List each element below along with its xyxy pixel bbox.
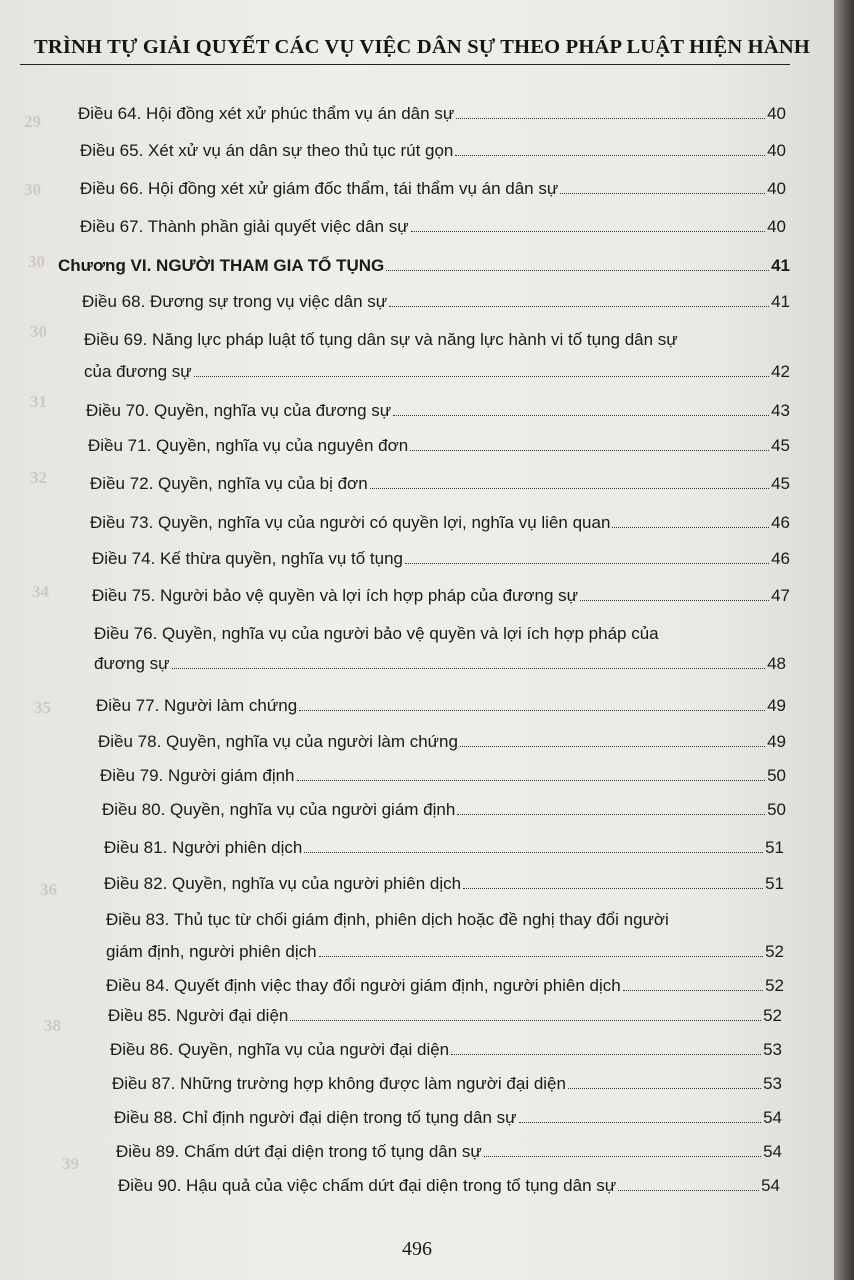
toc-entry [100,766,786,786]
toc-page-number: 54 [761,1176,780,1195]
toc-entry [94,654,786,674]
toc-entry [96,696,786,716]
bleed-through-mark: 39 [62,1154,79,1173]
toc-entry [82,292,790,312]
dot-leader [455,154,765,156]
toc-page-number: 40 [767,179,786,198]
toc-entry [104,838,784,858]
toc-page-number: 41 [771,256,790,275]
toc-page-number: 46 [771,549,790,568]
dot-leader [405,562,769,564]
toc-page-number: 54 [763,1142,782,1161]
toc-entry-title: Điều 73. Quyền, nghĩa vụ của người có quyền lợi, nghĩa vụ liên quan [90,513,611,532]
toc-entry-title-continued: giám định, người phiên dịch [106,942,317,961]
toc-page-number: 53 [763,1074,782,1093]
dot-leader [519,1121,762,1123]
toc-entry-title: Điều 80. Quyền, nghĩa vụ của người giám định [102,800,456,819]
toc-entry-title: Điều 90. Hậu quả của việc chấm dứt đại diện trong tố tụng dân sự [118,1176,617,1195]
toc-page-number: 40 [767,217,786,236]
dot-leader [386,269,769,271]
toc-page-number: 54 [763,1108,782,1127]
dot-leader [463,887,763,889]
toc-entry-title: Điều 64. Hội đồng xét xử phúc thẩm vụ án dân sự [78,104,455,123]
toc-page-number: 51 [765,874,784,893]
toc-entry-title: Điều 68. Đương sự trong vụ việc dân sự [82,292,388,311]
page-number: 496 [402,1238,432,1260]
toc-page-number: 51 [765,838,784,857]
dot-leader [297,779,766,781]
dot-leader [451,1053,761,1055]
toc-entry [88,436,790,456]
bleed-through-mark: 31 [30,392,47,411]
toc-entry-title: Điều 71. Quyền, nghĩa vụ của nguyên đơn [88,436,409,455]
toc-entry [116,1142,782,1162]
toc-entry-title: Điều 76. Quyền, nghĩa vụ của người bảo vệ quyền và lợi ích hợp pháp của [94,624,659,643]
toc-entry-title: Điều 87. Những trường hợp không được làm người đại diện [112,1074,566,1093]
toc-entry [92,549,790,569]
bleed-through-mark: 32 [30,468,47,487]
bleed-through-mark: 30 [24,180,41,199]
toc-entry-title: Điều 77. Người làm chứng [96,696,298,715]
toc-entry [90,474,790,494]
dot-leader [484,1155,761,1157]
toc-entry-title: Điều 66. Hội đồng xét xử giám đốc thẩm, tái thẩm vụ án dân sự [80,179,559,198]
dot-leader [370,487,769,489]
toc-page-number: 53 [763,1040,782,1059]
toc-page-number: 45 [771,436,790,455]
bleed-through-mark: 29 [24,112,41,131]
toc-page-number: 49 [767,732,786,751]
toc-entry [110,1040,782,1060]
toc-entry [114,1108,782,1128]
toc-entry-title: Chương VI. NGƯỜI THAM GIA TỐ TỤNG [58,256,385,275]
toc-entry [98,732,786,752]
dot-leader [172,667,766,669]
toc-entry-title: Điều 70. Quyền, nghĩa vụ của đương sự [86,401,392,420]
toc-entry-title: Điều 78. Quyền, nghĩa vụ của người làm chứng [98,732,458,751]
toc-page-number: 42 [771,362,790,381]
toc-entry [108,1006,782,1026]
bleed-through-mark: 36 [40,880,57,899]
toc-entry [80,179,786,199]
toc-entry-title: Điều 74. Kế thừa quyền, nghĩa vụ tố tụng [92,549,403,568]
toc-page-number: 43 [771,401,790,420]
dot-leader [618,1189,759,1191]
toc-entry [118,1176,780,1196]
toc-entry-title: Điều 89. Chấm dứt đại diện trong tố tụng dân sự [116,1142,482,1161]
toc-entry [90,513,790,533]
dot-leader [612,526,769,528]
page-edge [834,0,854,1280]
dot-leader [410,449,769,451]
toc-page-number: 45 [771,474,790,493]
toc-entry [102,800,786,820]
dot-leader [623,989,763,991]
toc-page-number: 40 [767,141,786,160]
toc-entry-title: Điều 72. Quyền, nghĩa vụ của bị đơn [90,474,368,493]
toc-page-number: 40 [767,104,786,123]
toc-entry-title: Điều 81. Người phiên dịch [104,838,303,857]
toc-entry [86,401,790,421]
bleed-through-mark: 30 [28,252,45,271]
bleed-through-mark: 35 [34,698,51,717]
toc-chapter-entry [58,256,790,276]
toc-entry-title: Điều 88. Chỉ định người đại diện trong tố tụng dân sự [114,1108,517,1127]
dot-leader [411,230,765,232]
toc-entry-title: Điều 75. Người bảo vệ quyền và lợi ích hợp pháp của đương sự [92,586,579,605]
toc-page-number: 41 [771,292,790,311]
toc-page-number: 52 [765,976,784,995]
dot-leader [304,851,763,853]
toc-entry [78,104,786,124]
toc-entry [84,362,790,382]
dot-leader [194,375,769,377]
toc-page-number: 52 [763,1006,782,1025]
dot-leader [393,414,769,416]
toc-entry-title-continued: đương sự [94,654,170,673]
toc-entry-title: Điều 67. Thành phần giải quyết việc dân sự [80,217,409,236]
toc-entry-title-continued: của đương sự [84,362,192,381]
toc-entry [92,586,790,606]
toc-entry [80,141,786,161]
toc-entry-title: Điều 65. Xét xử vụ án dân sự theo thủ tục rút gọn [80,141,454,160]
toc-page-number: 48 [767,654,786,673]
dot-leader [456,117,765,119]
toc-entry-title: Điều 79. Người giám định [100,766,295,785]
toc-page-number: 52 [765,942,784,961]
dot-leader [560,192,765,194]
toc-entry [106,942,784,962]
toc-entry-title: Điều 85. Người đại diện [108,1006,289,1025]
dot-leader [580,599,769,601]
dot-leader [290,1019,761,1021]
toc-entry-title: Điều 82. Quyền, nghĩa vụ của người phiên dịch [104,874,462,893]
toc-page-number: 50 [767,800,786,819]
header-rule [20,64,790,65]
bleed-through-mark: 30 [30,322,47,341]
bleed-through-mark: 38 [44,1016,61,1035]
bleed-through-mark: 34 [32,582,49,601]
toc-page-number: 50 [767,766,786,785]
toc-entry [106,976,784,996]
dot-leader [319,955,763,957]
toc-page-number: 49 [767,696,786,715]
dot-leader [460,745,765,747]
toc-entry-title: Điều 84. Quyết định việc thay đổi người giám định, người phiên dịch [106,976,621,995]
dot-leader [299,709,765,711]
toc-entry [112,1074,782,1094]
toc-entry [80,217,786,237]
toc-entry-title: Điều 86. Quyền, nghĩa vụ của người đại diện [110,1040,450,1059]
toc-entry-title: Điều 83. Thủ tục từ chối giám định, phiên dịch hoặc đề nghị thay đổi người [106,910,669,929]
toc-page-number: 47 [771,586,790,605]
dot-leader [568,1087,761,1089]
toc-entry-title: Điều 69. Năng lực pháp luật tố tụng dân sự và năng lực hành vi tố tụng dân sự [84,330,678,349]
dot-leader [457,813,765,815]
dot-leader [389,305,769,307]
toc-entry [104,874,784,894]
running-header: TRÌNH TỰ GIẢI QUYẾT CÁC VỤ VIỆC DÂN SỰ THEO PHÁP LUẬT HIỆN HÀNH [34,36,810,58]
toc-page-number: 46 [771,513,790,532]
